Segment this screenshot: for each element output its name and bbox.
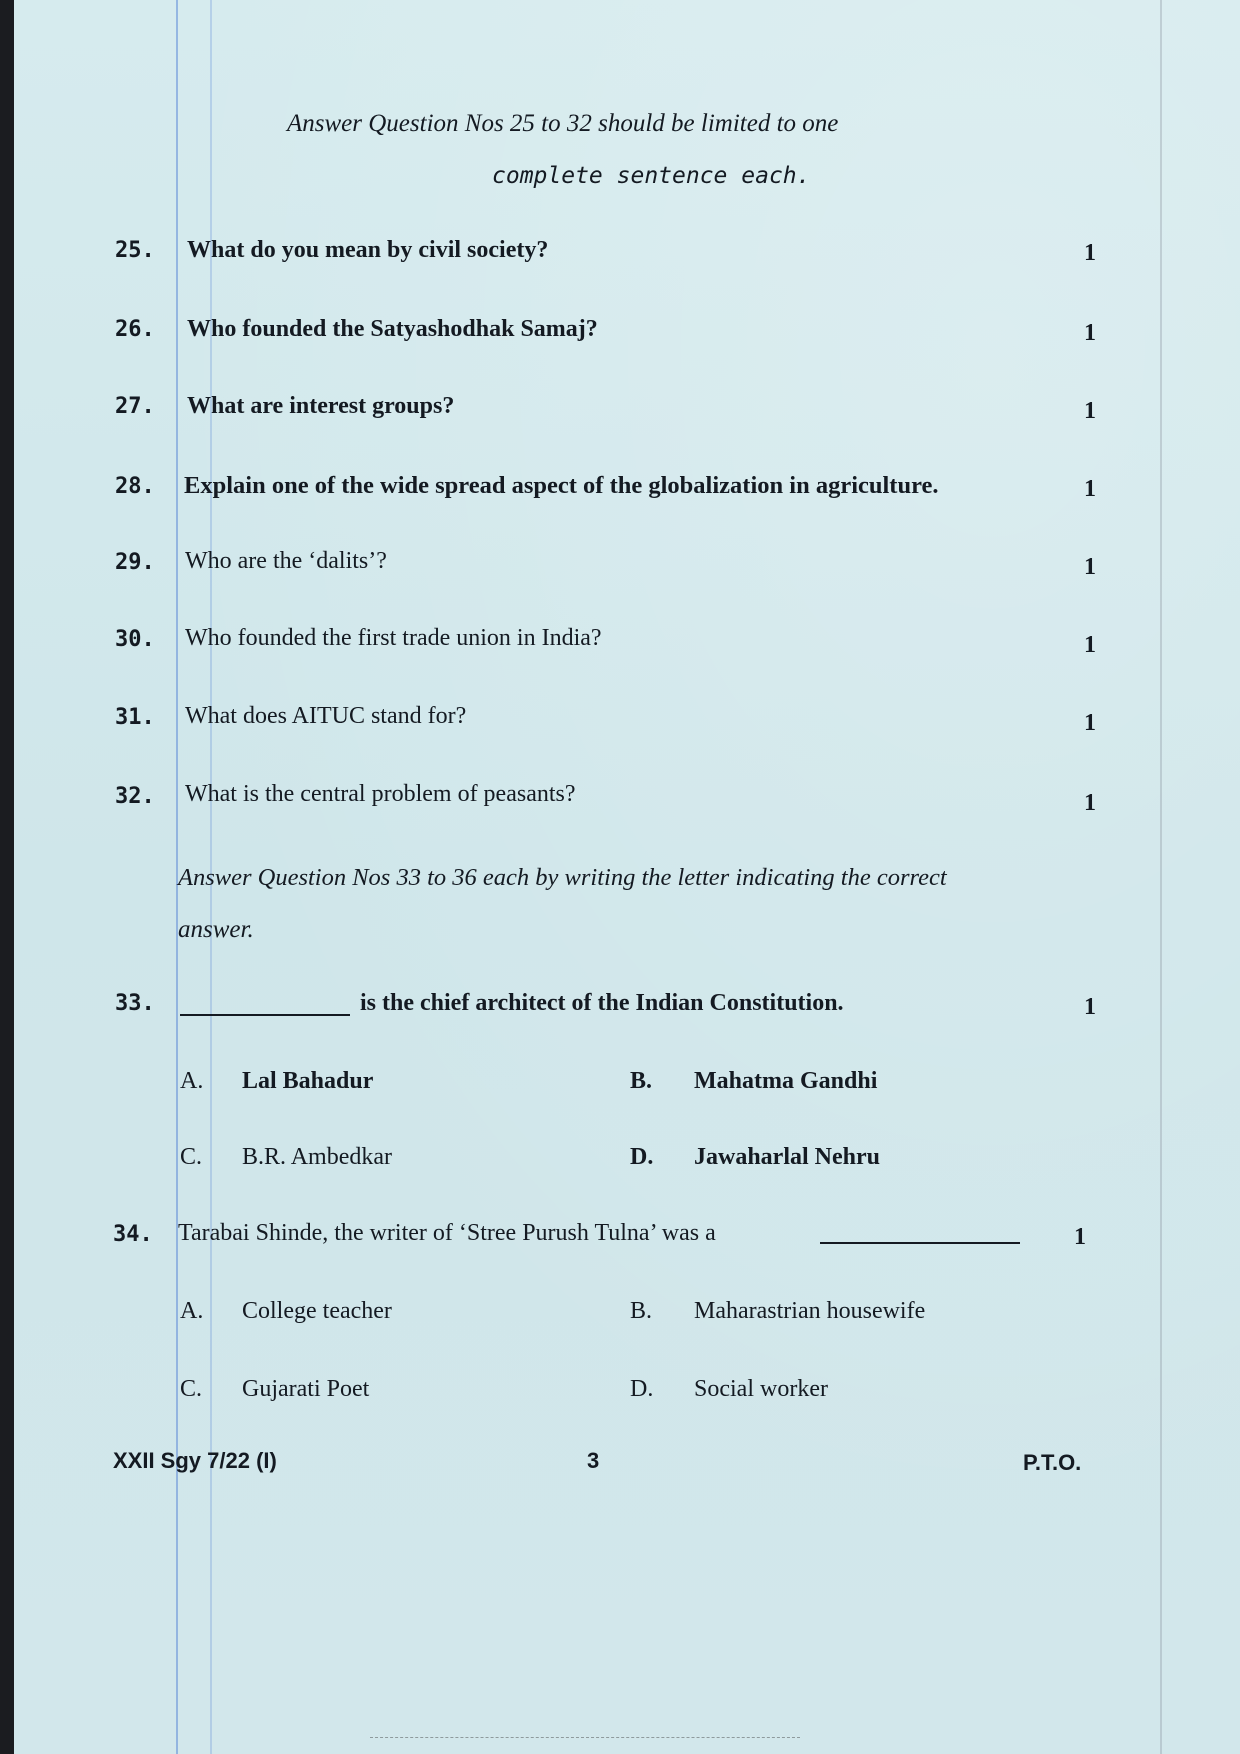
answer-blank xyxy=(820,1242,1020,1244)
question-number: 31. xyxy=(115,705,155,730)
question-mark: 1 xyxy=(1084,398,1096,424)
question-number: 34. xyxy=(113,1222,153,1247)
question-mark: 1 xyxy=(1084,476,1096,502)
question-number: 28. xyxy=(115,474,155,499)
question-mark: 1 xyxy=(1084,790,1096,816)
page-number: 3 xyxy=(587,1448,600,1473)
pto-label: P.T.O. xyxy=(1023,1450,1082,1475)
question-number: 30. xyxy=(115,627,155,652)
question-mark: 1 xyxy=(1084,320,1096,346)
question-text: Who are the ‘dalits’? xyxy=(185,548,387,574)
instruction-line-2: complete sentence each. xyxy=(492,163,811,189)
question-number: 33. xyxy=(115,991,155,1016)
question-number: 29. xyxy=(115,550,155,575)
option-text: College teacher xyxy=(242,1298,392,1324)
question-text: What are interest groups? xyxy=(187,393,455,419)
scan-edge xyxy=(0,0,14,1754)
instruction-line-1: Answer Question Nos 33 to 36 each by writing the letter indicating the correct xyxy=(178,864,947,891)
question-number: 25. xyxy=(115,238,155,263)
question-mark: 1 xyxy=(1074,1224,1086,1250)
question-text: What is the central problem of peasants? xyxy=(185,781,576,807)
option-letter: B. xyxy=(630,1068,653,1094)
instruction-line-2: answer. xyxy=(178,916,254,943)
option-letter: B. xyxy=(630,1298,653,1324)
question-number: 26. xyxy=(115,317,155,342)
question-text: What does AITUC stand for? xyxy=(185,703,467,729)
option-letter: C. xyxy=(180,1144,203,1170)
question-text: Tarabai Shinde, the writer of ‘Stree Purush Tulna’ was a xyxy=(178,1220,716,1246)
option-text: B.R. Ambedkar xyxy=(242,1144,392,1170)
question-number: 32. xyxy=(115,784,155,809)
instruction-line-1: Answer Question Nos 25 to 32 should be limited to one xyxy=(287,110,839,137)
option-text: Jawaharlal Nehru xyxy=(694,1144,880,1170)
option-text: Social worker xyxy=(694,1376,828,1402)
question-text: Who founded the Satyashodhak Samaj? xyxy=(187,316,598,342)
question-number: 27. xyxy=(115,394,155,419)
question-mark: 1 xyxy=(1084,554,1096,580)
question-text: is the chief architect of the Indian Constitution. xyxy=(360,990,844,1016)
answer-blank xyxy=(180,1014,350,1016)
question-text: What do you mean by civil society? xyxy=(187,237,549,263)
question-text: Explain one of the wide spread aspect of the globalization in agriculture. xyxy=(184,472,939,499)
bottom-divider xyxy=(370,1737,800,1738)
right-margin-line xyxy=(1160,0,1162,1754)
question-mark: 1 xyxy=(1084,632,1096,658)
question-text: Who founded the first trade union in India? xyxy=(185,625,602,651)
question-mark: 1 xyxy=(1084,240,1096,266)
option-text: Lal Bahadur xyxy=(242,1068,374,1094)
option-letter: A. xyxy=(180,1068,204,1094)
option-letter: D. xyxy=(630,1144,654,1170)
option-letter: D. xyxy=(630,1376,654,1402)
option-letter: C. xyxy=(180,1376,203,1402)
paper-code: XXII Sgy 7/22 (I) xyxy=(113,1448,277,1473)
option-text: Maharastrian housewife xyxy=(694,1298,926,1324)
option-letter: A. xyxy=(180,1298,204,1324)
option-text: Mahatma Gandhi xyxy=(694,1068,878,1094)
question-mark: 1 xyxy=(1084,710,1096,736)
question-mark: 1 xyxy=(1084,994,1096,1020)
option-text: Gujarati Poet xyxy=(242,1376,370,1402)
